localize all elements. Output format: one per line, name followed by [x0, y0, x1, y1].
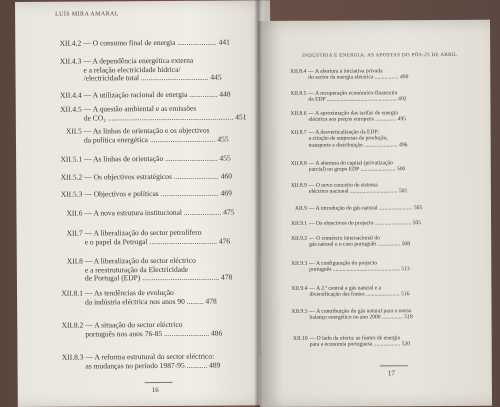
toc-entry-title [308, 110, 406, 123]
toc-entry-page: 513 [399, 266, 410, 273]
toc-entry-line: português nos anos 76-85 ........................ [85, 328, 210, 339]
toc-entry-page: 476 [216, 236, 231, 246]
toc-entry-number: XII.8.8 [290, 160, 307, 167]
toc-entry-line: parcial) no grupo EDP ......................... [308, 166, 396, 174]
toc-entry-number: XII.9.5 [291, 308, 308, 315]
page-number-right: 17 [387, 369, 395, 378]
toc-entry [27, 289, 217, 308]
folio-rule-left [145, 382, 173, 383]
toc-entry-lastline [308, 97, 406, 104]
toc-entry-lastline [84, 189, 232, 199]
toc-entry-line: eléctrico nacional .................................. [308, 188, 398, 196]
toc-entry-page: 486 [209, 328, 223, 338]
toc-entry-number: XII.8.9 [290, 182, 307, 189]
toc-entry-page: 496 [397, 142, 408, 149]
toc-entry [26, 172, 232, 182]
toc-entry-line: — A reforma estrutural do sector eléctrico: [85, 351, 215, 362]
toc-entry [269, 182, 407, 196]
toc-entry-title [84, 189, 232, 199]
toc-entry-line: balanço energético no ano 2000 ............... [309, 314, 403, 322]
toc-entry-number: XII.5 [65, 126, 82, 136]
toc-entry-title [84, 104, 247, 122]
toc-entry-number: XII.8 [66, 256, 83, 266]
toc-entry-page: 520 [400, 341, 411, 348]
toc-entry-line: para a economia portuguesa ................... [309, 341, 401, 349]
toc-entry-number: XII.10 [292, 335, 308, 342]
toc-entry-title [83, 39, 230, 49]
toc-entry-page: 489 [207, 360, 221, 370]
book-spine-shadow [254, 0, 262, 407]
toc-entry [269, 220, 421, 227]
right-page [258, 20, 492, 407]
toc-entry [26, 104, 247, 123]
toc-entry [268, 68, 408, 82]
toc-entry-line: de CO₂ ................................................................... [83, 112, 234, 123]
toc-entry-line: — O lado da oferta: as fontes de energia [309, 335, 400, 342]
toc-entry-number: XII.8.7 [290, 129, 307, 136]
toc-entry-title [309, 182, 407, 195]
toc-entry-lastline [310, 342, 410, 349]
toc-entry-lastline [84, 90, 231, 100]
toc-entry-title [83, 57, 221, 84]
toc-entry-page: 441 [216, 37, 230, 47]
toc-entry-lastline [84, 154, 231, 164]
toc-entry-title [309, 129, 408, 149]
toc-entry-lastline [309, 220, 421, 227]
toc-entry-lastline [309, 267, 409, 274]
toc-entry-page: 492 [396, 96, 407, 103]
toc-entry-line: — O comércio internacional do [309, 235, 380, 242]
toc-entry-title [309, 160, 406, 173]
toc-entry-page: 478 [219, 272, 233, 282]
toc-entry-page: 500 [395, 166, 406, 173]
toc-entry-title [309, 285, 409, 298]
toc-entry-title [84, 127, 229, 145]
toc-entry-line: — A desverticalização da EDP: [308, 129, 380, 136]
left-page [15, 0, 273, 407]
toc-entry-lastline [310, 315, 413, 322]
toc-entry-lastline [309, 292, 409, 299]
toc-entry-number: XII.4.5 [60, 104, 82, 114]
toc-entry-line: do sector da energia eléctrica ................. [308, 74, 399, 82]
toc-entry-page: 460 [218, 171, 232, 181]
toc-entry-line: — A configuração do projecto [309, 260, 378, 267]
toc-entry-line: — A introdução do gás natural ........................ [308, 205, 413, 212]
toc-entry-title [309, 205, 422, 212]
toc-entry-number: XII.7 [66, 228, 83, 238]
toc-entry-line: — Objectivos e políticas ............................... [84, 188, 219, 199]
toc-entry-number: XII.8.6 [290, 110, 307, 117]
toc-entry-line: — A dependência energética externa [83, 55, 194, 66]
toc-entry-page: 505 [412, 205, 423, 212]
toc-entry-line: — Os objectivos do projecto .......................... [309, 220, 412, 227]
toc-entry-lastline [308, 75, 408, 82]
toc-entry-line: — A contribuição do gás natural para o nosso [309, 308, 412, 315]
toc-entry [26, 154, 231, 164]
running-head-left: LUÍS MIRA AMARAL [55, 11, 119, 18]
toc-entry-title [85, 256, 232, 283]
page-number-left: 16 [151, 386, 159, 395]
toc-entry-line: — A abertura do capital (privatização [308, 160, 393, 167]
toc-entry-page: 475 [221, 207, 235, 217]
toc-entry [268, 110, 406, 124]
toc-entry-line: — A 2.ª central a gás natural e a [309, 285, 382, 292]
toc-entry-lastline [84, 172, 232, 182]
toc-entry [270, 335, 410, 349]
toc-entry-line: diversificação das fontes ........................ [309, 291, 400, 299]
toc-entry-page: 495 [396, 116, 407, 123]
toc-entry-line: de Portugal (EDP) ......................................... [84, 272, 220, 283]
toc-entry-line: e a relação electricidade hídrica/ [83, 64, 181, 75]
toc-entry-number: XII.8.2 [61, 320, 84, 330]
toc-entry [268, 90, 406, 104]
toc-entry-lastline [309, 189, 407, 196]
toc-entry-lastline [84, 113, 247, 123]
toc-entry-title [84, 154, 231, 164]
toc-entry-lastline [83, 39, 230, 49]
toc-entry-title [85, 321, 222, 339]
toc-entry-line: a criação de empresas de produção, [308, 135, 388, 143]
toc-entry-number: XII.8.4 [290, 68, 307, 75]
toc-entry-title [84, 208, 234, 218]
toc-entry-lastline [309, 242, 410, 249]
toc-entry [269, 260, 409, 274]
toc-entry-number: XII.8.1 [61, 288, 84, 298]
toc-entry-lastline [309, 167, 405, 174]
toc-entry-line: — A questão ambiental e as emissões [83, 103, 197, 114]
toc-entry-line: da EDP .................................................. [308, 96, 397, 104]
toc-entry-number: XII.9 [294, 205, 307, 212]
toc-entry-line: — A situação do sector eléctrico [85, 319, 183, 330]
toc-entry-line: — A liberalização do sector eléctrico [84, 255, 196, 266]
toc-entry-title [308, 68, 408, 81]
toc-entry-number: XII.8.3 [61, 352, 84, 362]
toc-entry-line: as mudanças no período 1987-95 ........... [85, 360, 208, 371]
toc-entry-number: XII.5.2 [60, 172, 83, 182]
toc-entry-page: 490 [398, 74, 409, 81]
toc-entry-number: XII.4.4 [59, 90, 82, 100]
toc-entry [269, 129, 408, 149]
toc-entry-lastline [309, 142, 408, 149]
toc-entry-line: — As linhas de orientação e os objectivos [83, 125, 210, 136]
toc-entry [26, 127, 229, 146]
toc-entry-page: 508 [400, 241, 411, 248]
toc-entry [269, 205, 422, 212]
toc-entry [26, 208, 234, 218]
toc-entry-number: XII.6 [66, 208, 83, 218]
toc-entry-line: da indústria eléctrica nos anos 90 ......... [85, 296, 204, 307]
toc-entry [27, 229, 231, 248]
toc-entry-number: XII.5.1 [60, 154, 83, 164]
toc-entry-title [84, 172, 232, 182]
toc-entry-page: 505 [411, 220, 421, 227]
toc-entry-lastline [85, 237, 230, 247]
toc-entry-line: transporte e distribuição ........................ [308, 142, 398, 149]
toc-entry-page: 478 [203, 296, 217, 306]
toc-entry-title [308, 90, 406, 103]
toc-entry-title [309, 220, 421, 227]
toc-entry [269, 160, 406, 174]
toc-entry-title [310, 335, 410, 348]
toc-entry-lastline [84, 208, 234, 218]
toc-entry [25, 39, 230, 49]
toc-entry-line: — O consumo final de energia ..................... [83, 37, 217, 48]
toc-entry-title [85, 229, 231, 247]
toc-entry-line: — Os objectivos estratégicos ........................ [84, 171, 219, 182]
toc-entry-lastline [86, 361, 221, 371]
toc-entry-page: 469 [218, 188, 232, 198]
running-head-right: INDÚSTRIA E ENERGIA: AS APOSTAS DO PÓS-25 DE ABRIL [302, 52, 458, 59]
toc-entry-line: — O novo conceito de sistema [308, 182, 378, 189]
toc-entry [27, 256, 232, 283]
toc-entry-line: e o papel da Petrogal .................................... [84, 236, 217, 247]
toc-entry-title [309, 235, 410, 248]
toc-entry [25, 57, 221, 84]
toc-entry-page: 451 [233, 112, 247, 122]
toc-entry-page: 445 [208, 72, 222, 82]
toc-entry-page: 455 [215, 134, 229, 144]
toc-entry-number: XII.4.3 [59, 56, 82, 66]
toc-entry-number: XII.9.1 [290, 220, 308, 227]
toc-entry-title [85, 353, 220, 371]
toc-entry-page: 501 [397, 188, 408, 195]
toc-entry-page: 455 [217, 153, 231, 163]
toc-entry-line: — A nova estrutura institucional .................... [84, 207, 222, 218]
toc-entry-line: — As linhas de orientação ............................ [84, 153, 218, 164]
toc-entry-line: português ................................................ [309, 266, 400, 274]
toc-entry [269, 235, 410, 249]
toc-entry-lastline [85, 274, 232, 284]
toc-entry [269, 285, 409, 299]
toc-entry-line: e a reestruturação da Electricidade [84, 264, 189, 275]
toc-entry-line: — A recuperação económico-financeira [308, 90, 398, 97]
folio-rule-right [380, 365, 408, 366]
toc-entry [27, 321, 222, 340]
toc-entry-lastline [309, 117, 407, 124]
toc-entry-line: — As tendências de evolução [85, 287, 174, 298]
toc-entry-page: 516 [399, 291, 410, 298]
toc-entry-title [309, 260, 409, 273]
toc-entry-line: — A utilização racional de energia ............... [83, 89, 218, 100]
toc-entry-number: XII.5.3 [60, 189, 83, 199]
toc-entry-line: /electricidade total .................................... [83, 72, 209, 83]
toc-entry-lastline [84, 74, 222, 84]
toc-entry-number: XII.4.2 [59, 38, 82, 48]
toc-entry-lastline [85, 329, 222, 339]
toc-entry-line: da política energética ................................... [83, 134, 216, 145]
toc-entry [26, 189, 232, 199]
toc-entry-line: eléctrica aos preços europeus ............... [308, 116, 397, 124]
toc-entry-page: 518 [402, 314, 413, 321]
toc-entry-lastline [85, 297, 217, 307]
toc-entry-number: XII.9.4 [291, 285, 308, 292]
toc-entry-lastline [309, 205, 422, 212]
toc-entry-line: — A abertura à iniciativa privada [308, 68, 383, 75]
toc-entry-number: XII.9.3 [291, 260, 308, 267]
toc-entry-line: — A liberalização do sector petrolífero [84, 227, 202, 238]
toc-entry-page: 448 [217, 89, 231, 99]
toc-entry [27, 353, 220, 372]
toc-entry-title [84, 90, 231, 100]
toc-entry-line: gás natural e o caso português ................ [309, 241, 401, 249]
toc-entry [26, 90, 231, 100]
toc-entry [270, 308, 413, 322]
toc-entry-number: XII.9.2 [290, 235, 308, 242]
toc-entry-number: XII.8.5 [290, 90, 307, 97]
toc-entry-lastline [84, 135, 229, 145]
toc-entry-title [85, 289, 217, 307]
toc-entry-line: — A aproximação das tarifas de energia [308, 110, 398, 117]
toc-entry-title [310, 308, 413, 321]
